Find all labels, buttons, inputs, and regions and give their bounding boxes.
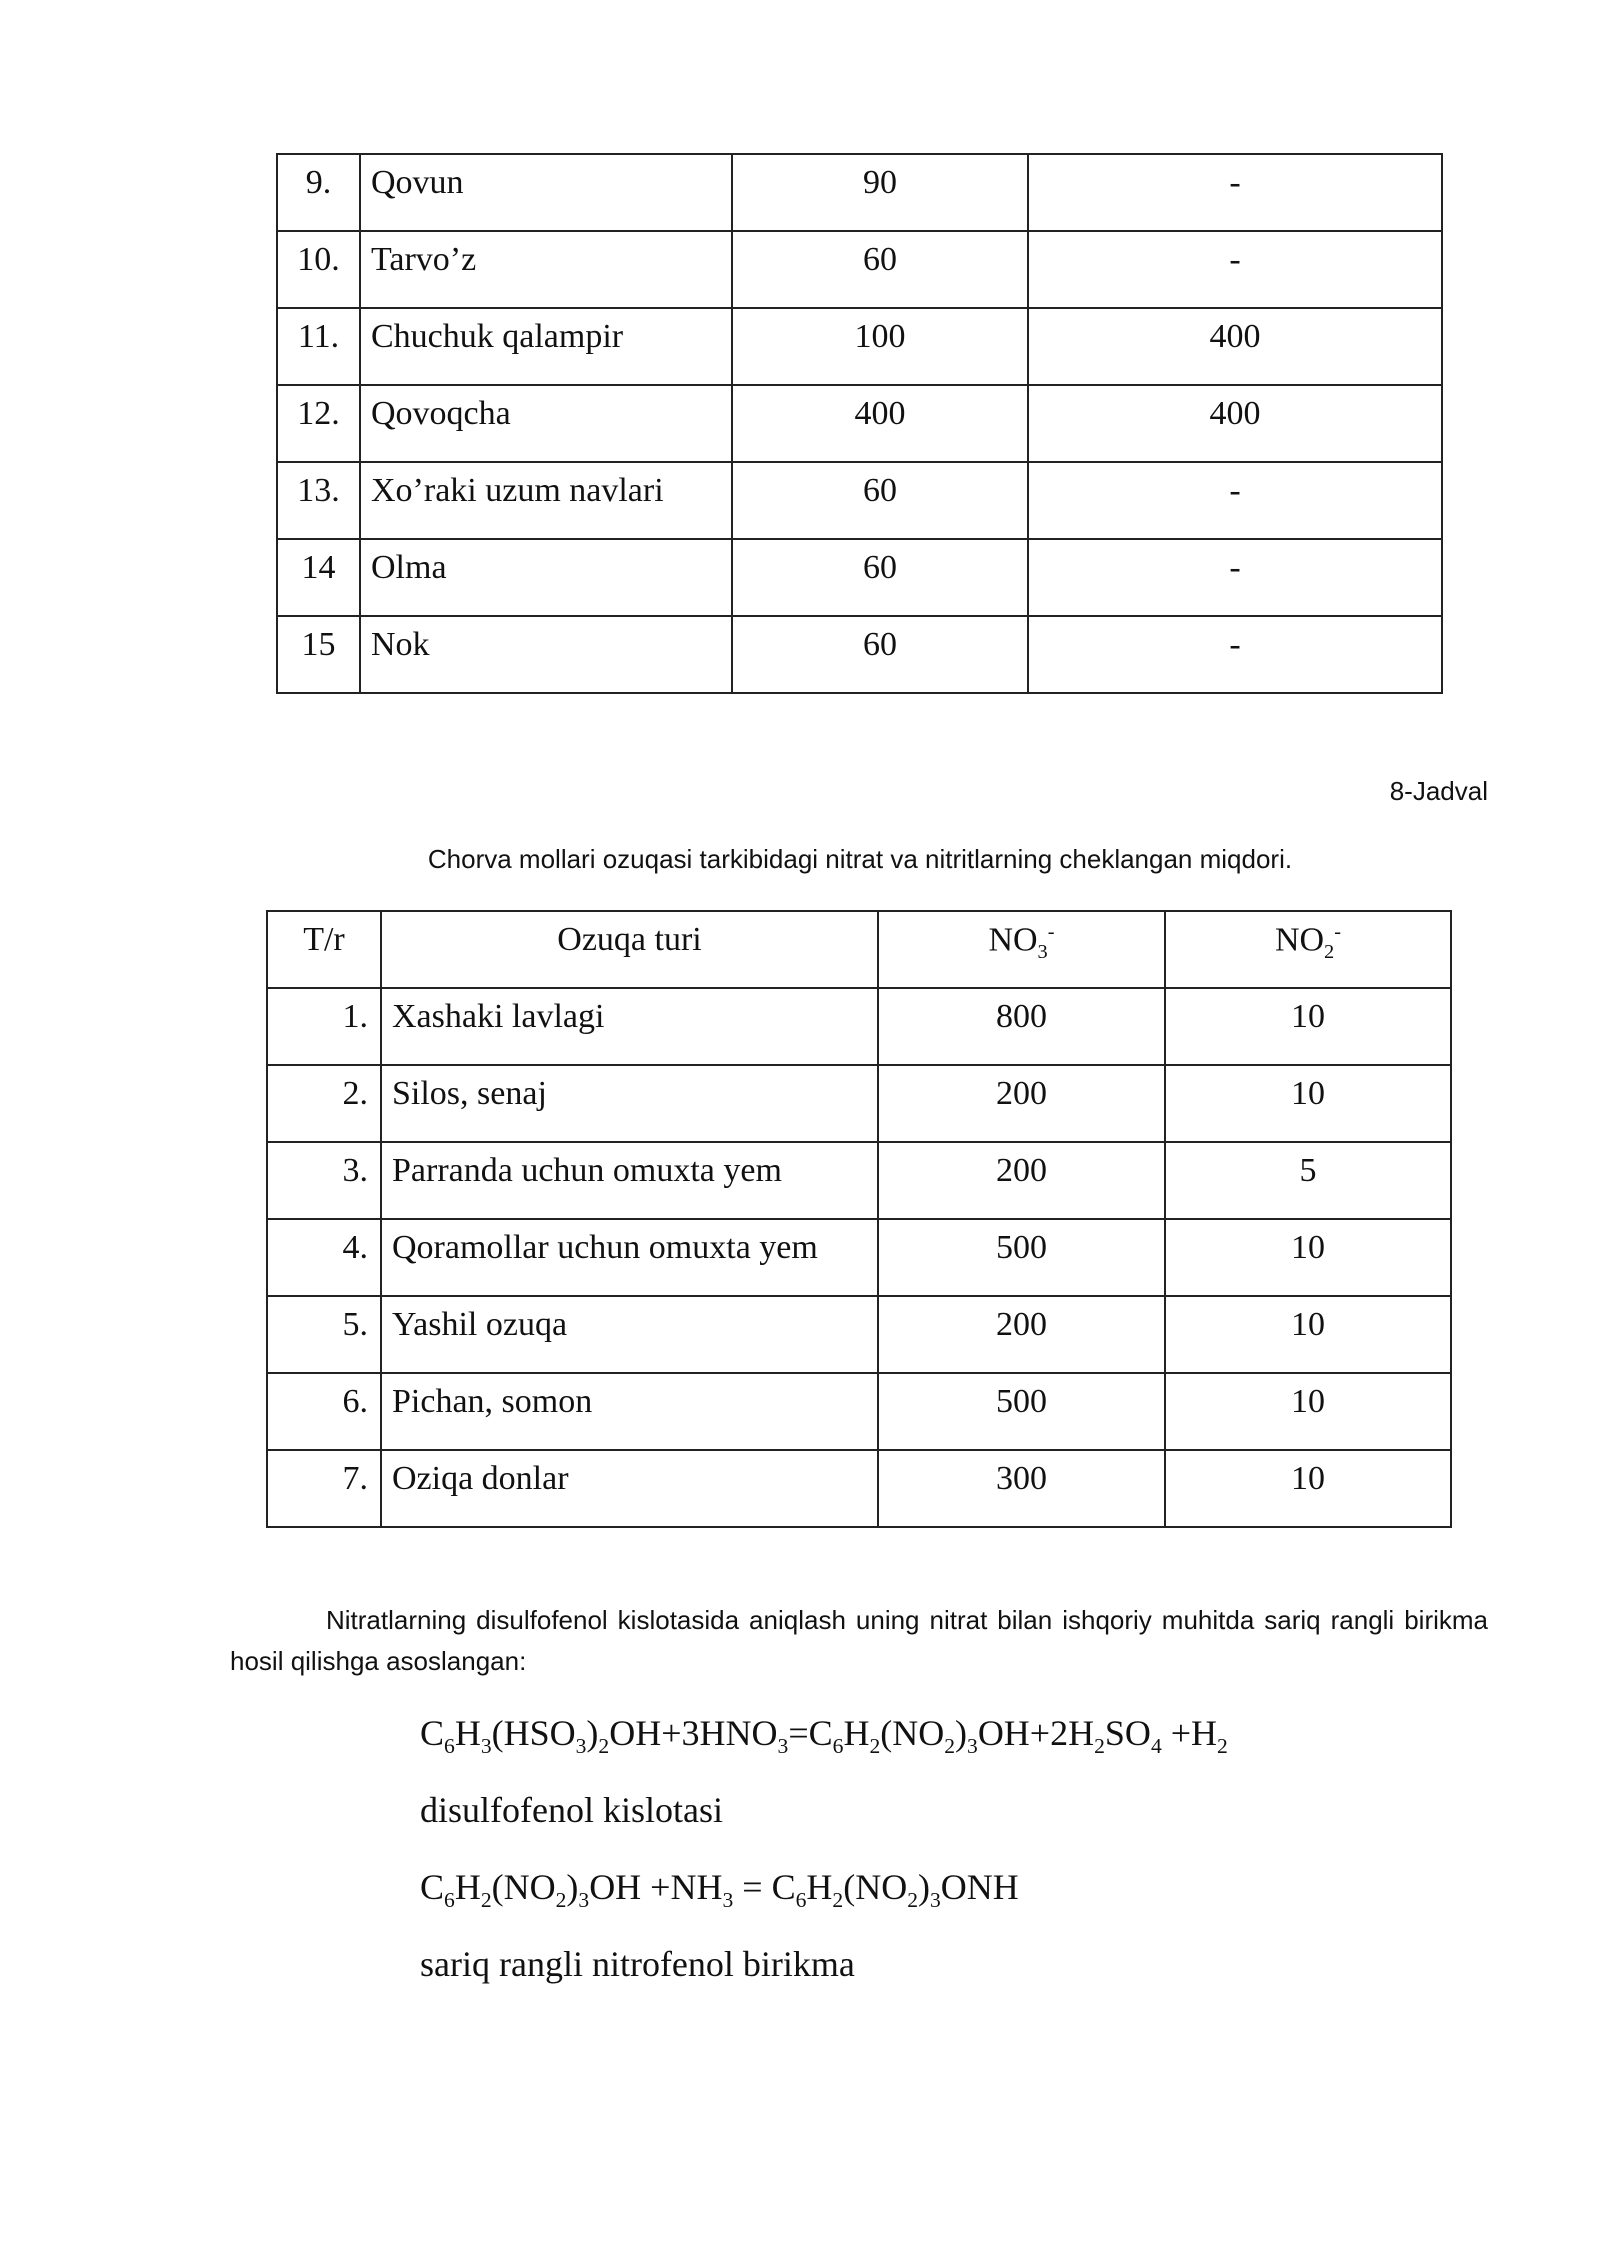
row-number: 2. xyxy=(267,1065,381,1142)
value-cell: 60 xyxy=(732,231,1028,308)
formula-text: (HSO xyxy=(491,1713,576,1753)
product-name: Xo’raki uzum navlari xyxy=(360,462,732,539)
reaction-formula-1-label: disulfofenol kislotasi xyxy=(420,1790,723,1830)
formula-subscript: 6 xyxy=(832,1734,844,1759)
table-row xyxy=(277,385,1442,462)
product-name: Chuchuk qalampir xyxy=(360,308,732,385)
reaction-formula-1 xyxy=(420,1712,1420,1759)
table-row xyxy=(267,1296,1451,1373)
formula-subscript: 6 xyxy=(444,1734,455,1759)
formula-text: OH+3HNO xyxy=(609,1713,778,1753)
no3-value: 200 xyxy=(878,1142,1165,1219)
formula-subscript: 6 xyxy=(444,1888,455,1913)
formula-subscript: 3 xyxy=(480,1734,492,1759)
formula-text: ONH xyxy=(940,1867,1019,1907)
feed-type: Parranda uchun omuxta yem xyxy=(381,1142,878,1219)
no2-value: 10 xyxy=(1165,988,1451,1065)
row-number: 15 xyxy=(277,616,360,693)
value-cell: - xyxy=(1028,154,1442,231)
row-number: 9. xyxy=(277,154,360,231)
formula-text: ) xyxy=(586,1713,599,1753)
formula-text: H xyxy=(843,1713,870,1753)
formula-subscript: 2 xyxy=(1094,1734,1105,1759)
formula-text: C xyxy=(420,1713,445,1753)
row-number: 4. xyxy=(267,1219,381,1296)
row-number: 1. xyxy=(267,988,381,1065)
formula-subscript: 3 xyxy=(929,1888,941,1913)
formula-subscript: 3 xyxy=(575,1734,587,1759)
table-row xyxy=(277,616,1442,693)
no2-value: 10 xyxy=(1165,1065,1451,1142)
value-cell: 400 xyxy=(1028,308,1442,385)
product-name: Nok xyxy=(360,616,732,693)
no3-value: 200 xyxy=(878,1065,1165,1142)
formula-text: OH +NH xyxy=(589,1867,723,1907)
vegetable-nitrate-table xyxy=(276,153,1443,694)
vegetable-nitrate-table-body xyxy=(277,154,1442,693)
formula-text: OH+2H xyxy=(977,1713,1095,1753)
table-row xyxy=(267,1142,1451,1219)
feed-nitrate-table-body xyxy=(267,988,1451,1527)
value-cell: 60 xyxy=(732,616,1028,693)
feed-type: Silos, senaj xyxy=(381,1065,878,1142)
no3-value: 500 xyxy=(878,1373,1165,1450)
formula-text: +H xyxy=(1161,1713,1218,1753)
row-number: 13. xyxy=(277,462,360,539)
formula-text: =C xyxy=(788,1713,833,1753)
table-number-label: 8-Jadval xyxy=(1389,776,1488,806)
feed-type: Oziqa donlar xyxy=(381,1450,878,1527)
table-row xyxy=(267,1373,1451,1450)
row-number: 5. xyxy=(267,1296,381,1373)
feed-type: Yashil ozuqa xyxy=(381,1296,878,1373)
formula-text: SO xyxy=(1104,1713,1151,1753)
value-cell: - xyxy=(1028,616,1442,693)
formula-subscript: 3 xyxy=(967,1734,978,1759)
formula-subscript: 2 xyxy=(832,1888,844,1913)
formula-subscript: 4 xyxy=(1150,1734,1162,1759)
value-cell: - xyxy=(1028,231,1442,308)
row-number: 12. xyxy=(277,385,360,462)
table-row xyxy=(267,1219,1451,1296)
method-paragraph: Nitratlarning disulfofenol kislotasida aniqlash uning nitrat bilan ishqoriy muhitda sariq rangli birikma hosil qilishga asoslangan: xyxy=(230,1605,1488,1676)
formula-subscript: 2 xyxy=(555,1888,567,1913)
formula-text: H xyxy=(454,1713,481,1753)
no2-value: 10 xyxy=(1165,1373,1451,1450)
value-cell: - xyxy=(1028,539,1442,616)
row-number: 14 xyxy=(277,539,360,616)
reaction-formula-2 xyxy=(420,1866,1420,1913)
row-number: 3. xyxy=(267,1142,381,1219)
value-cell: 400 xyxy=(732,385,1028,462)
no3-value: 800 xyxy=(878,988,1165,1065)
product-name: Olma xyxy=(360,539,732,616)
header-feed-type: Ozuqa turi xyxy=(381,911,878,988)
table-caption: Chorva mollari ozuqasi tarkibidagi nitrat va nitritlarning cheklangan miqdori. xyxy=(427,844,1293,874)
no2-value: 5 xyxy=(1165,1142,1451,1219)
formula-text: = C xyxy=(733,1867,796,1907)
formula-text: ) xyxy=(917,1867,930,1907)
header-no3: $NO_3^-$ xyxy=(878,911,1165,988)
table-row xyxy=(277,231,1442,308)
formula-subscript: 3 xyxy=(578,1888,590,1913)
formula-subscript: 2 xyxy=(944,1734,956,1759)
table-row xyxy=(277,462,1442,539)
no3-value: 200 xyxy=(878,1296,1165,1373)
row-number: 7. xyxy=(267,1450,381,1527)
no2-value: 10 xyxy=(1165,1450,1451,1527)
no3-value: 500 xyxy=(878,1219,1165,1296)
formula-text: (NO xyxy=(491,1867,556,1907)
formula-text: C xyxy=(420,1867,445,1907)
no2-value: 10 xyxy=(1165,1296,1451,1373)
formula-subscript: 2 xyxy=(1217,1734,1228,1759)
feed-type: Xashaki lavlagi xyxy=(381,988,878,1065)
formula-subscript: 2 xyxy=(869,1734,881,1759)
value-cell: 400 xyxy=(1028,385,1442,462)
header-tr: T/r xyxy=(267,911,381,988)
product-name: Tarvo’z xyxy=(360,231,732,308)
table-header-row xyxy=(267,911,1451,988)
header-no2: $NO_2^-$ xyxy=(1165,911,1451,988)
feed-type: Pichan, somon xyxy=(381,1373,878,1450)
formula-subscript: 3 xyxy=(722,1888,734,1913)
value-cell: - xyxy=(1028,462,1442,539)
formula-text: ) xyxy=(955,1713,968,1753)
formula-text: H xyxy=(806,1867,833,1907)
table-row xyxy=(267,988,1451,1065)
feed-nitrate-table xyxy=(266,910,1452,1528)
value-cell: 60 xyxy=(732,462,1028,539)
value-cell: 90 xyxy=(732,154,1028,231)
no2-value: 10 xyxy=(1165,1219,1451,1296)
formula-text: (NO xyxy=(843,1867,908,1907)
product-name: Qovun xyxy=(360,154,732,231)
formula-subscript: 6 xyxy=(795,1888,807,1913)
formula-text: ) xyxy=(566,1867,579,1907)
reaction-formula-2-label: sariq rangli nitrofenol birikma xyxy=(420,1944,855,1984)
table-row xyxy=(277,308,1442,385)
table-row xyxy=(267,1450,1451,1527)
formula-text: H xyxy=(454,1867,481,1907)
formula-text: (NO xyxy=(880,1713,945,1753)
table-row xyxy=(277,539,1442,616)
product-name: Qovoqcha xyxy=(360,385,732,462)
table-row xyxy=(267,1065,1451,1142)
formula-subscript: 3 xyxy=(777,1734,789,1759)
feed-type: Qoramollar uchun omuxta yem xyxy=(381,1219,878,1296)
formula-subscript: 2 xyxy=(907,1888,918,1913)
row-number: 11. xyxy=(277,308,360,385)
row-number: 6. xyxy=(267,1373,381,1450)
table-row xyxy=(277,154,1442,231)
no3-value: 300 xyxy=(878,1450,1165,1527)
formula-subscript: 2 xyxy=(480,1888,492,1913)
value-cell: 60 xyxy=(732,539,1028,616)
value-cell: 100 xyxy=(732,308,1028,385)
formula-subscript: 2 xyxy=(598,1734,610,1759)
row-number: 10. xyxy=(277,231,360,308)
